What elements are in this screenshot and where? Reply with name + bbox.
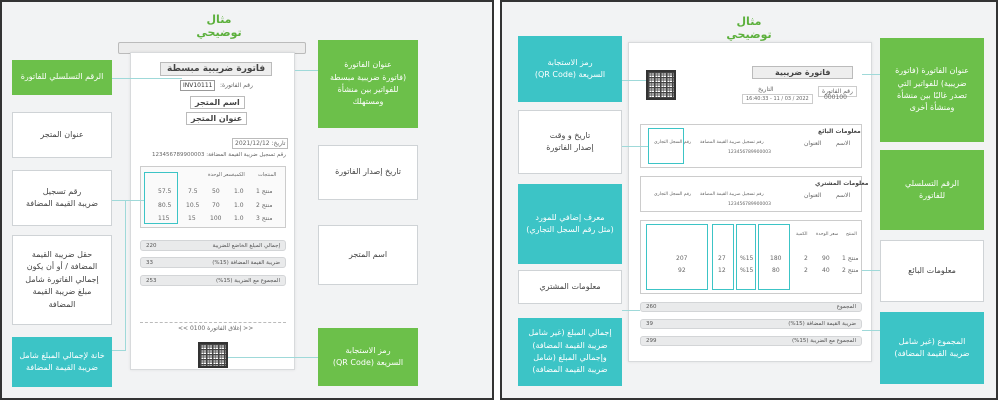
invoice-row1-name: منتج 1	[842, 255, 859, 262]
callout-date: تاريخ إصدار الفاتورة	[318, 145, 418, 200]
invoice-row1-total: 207	[676, 255, 688, 262]
callout-right-supplier-id: معرف إضافي للمورد (مثل رقم السجل التجاري)	[518, 184, 622, 264]
callout-vat-reg: رقم تسجيل ضريبة القيمة المضافة	[12, 170, 112, 226]
connector-right-qr	[622, 80, 646, 81]
invoice-row2-total: 92	[678, 267, 686, 274]
invoice-total-grand	[640, 336, 862, 346]
invoice-row1-qty: 2	[804, 255, 808, 262]
receipt-header-price: سعر الوحدة	[208, 172, 233, 178]
callout-serial: الرقم التسلسلي للفاتورة	[12, 60, 112, 95]
receipt-title: فاتورة ضريبية مبسطة	[160, 62, 272, 76]
callout-total-box: خانة لإجمالي المبلغ شامل ضريبة القيمة المضافة	[12, 337, 112, 387]
receipt-total-grand-value: 253	[146, 277, 157, 284]
buyer-field-cr: رقم السجل التجاري	[654, 192, 692, 197]
receipt-qr-icon	[198, 342, 228, 368]
callout-right-qr: رمز الاستجابة السريعة (QR Code)	[518, 36, 622, 102]
receipt-row3-qty: 1.0	[234, 215, 244, 222]
buyer-title: معلومات المشتري	[815, 180, 869, 187]
seller-field-address: العنوان	[804, 140, 822, 147]
invoice-total-sum-label: المجموع	[836, 304, 856, 310]
receipt-total-vat-value: 33	[146, 259, 153, 266]
receipt-row2-name: منتج 2	[256, 202, 273, 209]
left-badge: مثال توضيحي	[196, 12, 242, 39]
invoice-row2-name: منتج 2	[842, 267, 859, 274]
receipt-store-name: اسم المتجر	[190, 96, 245, 109]
invoice-total-sum-value: 260	[646, 304, 657, 310]
right-badge: مثال توضيحي	[726, 14, 772, 41]
receipt-row2-vat: 10.5	[186, 202, 200, 209]
connector-right-totals	[622, 310, 640, 311]
connector-vat-reg-v	[125, 200, 126, 350]
seller-field-cr: رقم السجل التجاري	[654, 140, 692, 145]
seller-field-name: الاسم	[836, 140, 851, 147]
invoice-no: 000100	[824, 94, 847, 101]
invoice-total-grand-value: 299	[646, 338, 657, 344]
seller-field-vat: رقم تسجيل ضريبة القيمة المضافة	[700, 140, 764, 145]
receipt-row1-qty: 1.0	[234, 188, 244, 195]
invoice-total-vat	[640, 319, 862, 329]
callout-right-datetime: تاريخ و وقت إصدار الفاتورة	[518, 110, 622, 174]
receipt-total-vat	[140, 257, 286, 268]
callout-store-name: اسم المتجر	[318, 225, 418, 285]
callout-field: حقل ضريبة القيمة المضافة / أو أن يكون إجمالي الفاتورة شامل مبلغ ضريبة القيمة المضافة	[12, 235, 112, 325]
buyer-vat-id: 123456789900003	[728, 202, 771, 207]
connector-right-vat	[862, 330, 880, 331]
callout-right-seller: معلومات البائع	[880, 240, 984, 302]
callout-qr: رمز الاستجابة السريعة (QR Code)	[318, 328, 418, 386]
receipt-row2-qty: 1.0	[234, 202, 244, 209]
receipt-header-qty: الكمية	[232, 172, 245, 178]
invoice-row1-sub: 180	[770, 255, 782, 262]
buyer-field-vat: رقم تسجيل ضريبة القيمة المضافة	[700, 192, 764, 197]
receipt-total-taxable-value: 220	[146, 242, 157, 249]
receipt-row2-price: 70	[212, 202, 220, 209]
receipt-vat-no: رقم تسجيل ضريبة القيمة المضافة: 123456789900003	[152, 152, 286, 158]
receipt-row1-vat: 7.5	[188, 188, 198, 195]
receipt-row3-total: 115	[158, 215, 170, 222]
receipt-total-vat-label: ضريبة القيمة المضافة (15%)	[212, 259, 280, 266]
invoice-header-product: المنتج	[846, 232, 857, 237]
connector-right-supplier	[622, 146, 648, 147]
receipt-row1-price: 50	[212, 188, 220, 195]
callout-right-buyer: معلومات المشتري	[518, 270, 622, 304]
receipt-row3-vat: 15	[188, 215, 196, 222]
buyer-field-name: الاسم	[836, 192, 851, 199]
receipt-date: تاريخ: 2021/12/12	[232, 138, 288, 149]
receipt-inv-label: رقم الفاتورة:	[220, 82, 253, 89]
connector-right-seller	[862, 270, 880, 271]
callout-title: عنوان الفاتورة (فاتورة ضريبية مبسطة للفواتير بين منشأة ومستهلك	[318, 40, 418, 128]
connector-total-box	[112, 350, 126, 351]
invoice-row2-vat: 12	[718, 267, 726, 274]
buyer-field-address: العنوان	[804, 192, 822, 199]
receipt-store-addr: عنوان المتجر	[186, 112, 247, 125]
invoice-row2-rate: %15	[740, 267, 754, 274]
invoice-no-label: رقم الفاتورة	[818, 86, 857, 97]
invoice-total-sum	[640, 302, 862, 312]
invoice-row1-price: 90	[822, 255, 830, 262]
receipt-total-grand-label: المجموع مع الضريبة (15%)	[215, 277, 280, 284]
invoice-qr-icon	[646, 70, 676, 100]
invoice-row2-sub: 80	[772, 267, 780, 274]
callout-right-serial: الرقم التسلسلي للفاتورة	[880, 150, 984, 230]
receipt-row3-name: منتج 3	[256, 215, 273, 222]
invoice-total-vat-label: ضريبة القيمة المضافة (15%)	[788, 321, 856, 327]
receipt-row1-name: منتج 1	[256, 188, 273, 195]
invoice-row2-price: 40	[822, 267, 830, 274]
callout-right-totals: إجمالي المبلغ (غير شامل ضريبة القيمة المضافة) وإجمالي المبلغ (شامل ضريبة القيمة المضافة)	[518, 318, 622, 386]
seller-vat-id: 123456789900003	[728, 150, 771, 155]
invoice-row1-vat: 27	[718, 255, 726, 262]
receipt-total-grand	[140, 275, 286, 286]
receipt-closing: << إغلاق الفاتورة 0100 >>	[178, 325, 254, 332]
connector-serial	[112, 78, 182, 79]
receipt-total-taxable	[140, 240, 286, 251]
connector-right-title	[862, 74, 880, 75]
invoice-date-label: التاريخ	[758, 86, 774, 93]
receipt-inv-no: INV10111	[180, 80, 215, 91]
receipt-row3-price: 100	[210, 215, 222, 222]
receipt-row1-total: 57.5	[158, 188, 172, 195]
invoice-row1-rate: %15	[740, 255, 754, 262]
connector-qr	[228, 357, 318, 358]
callout-store: عنوان المتجر	[12, 112, 112, 158]
callout-right-title: عنوان الفاتورة (فاتورة ضريبية) للفواتير التي تصدر غالبًا بين منشأة ومنشأة أخرى	[880, 38, 984, 142]
invoice-total-grand-label: المجموع مع الضريبة (15%)	[791, 338, 856, 344]
invoice-header-price: سعر الوحدة	[816, 232, 839, 237]
invoice-title: فاتورة ضريبية	[752, 66, 853, 79]
invoice-header-qty: الكمية	[796, 232, 808, 237]
invoice-total-vat-value: 39	[646, 321, 653, 327]
receipt-row2-total: 80.5	[158, 202, 172, 209]
connector-vat-reg	[112, 200, 144, 201]
receipt-header-product: المنتجات	[258, 172, 277, 178]
seller-cr-highlight	[648, 128, 684, 164]
receipt-divider	[140, 322, 286, 323]
connector-title	[295, 70, 318, 71]
invoice-row2-qty: 2	[804, 267, 808, 274]
callout-right-vat-total: المجموع (غير شامل ضريبة القيمة المضافة)	[880, 312, 984, 384]
seller-title: معلومات البائع	[818, 128, 861, 135]
receipt-total-taxable-label: إجمالي المبلغ الخاضع للضريبة	[212, 242, 280, 249]
invoice-date: 2022 / 03 / 11 - 16:40:33	[742, 94, 813, 104]
